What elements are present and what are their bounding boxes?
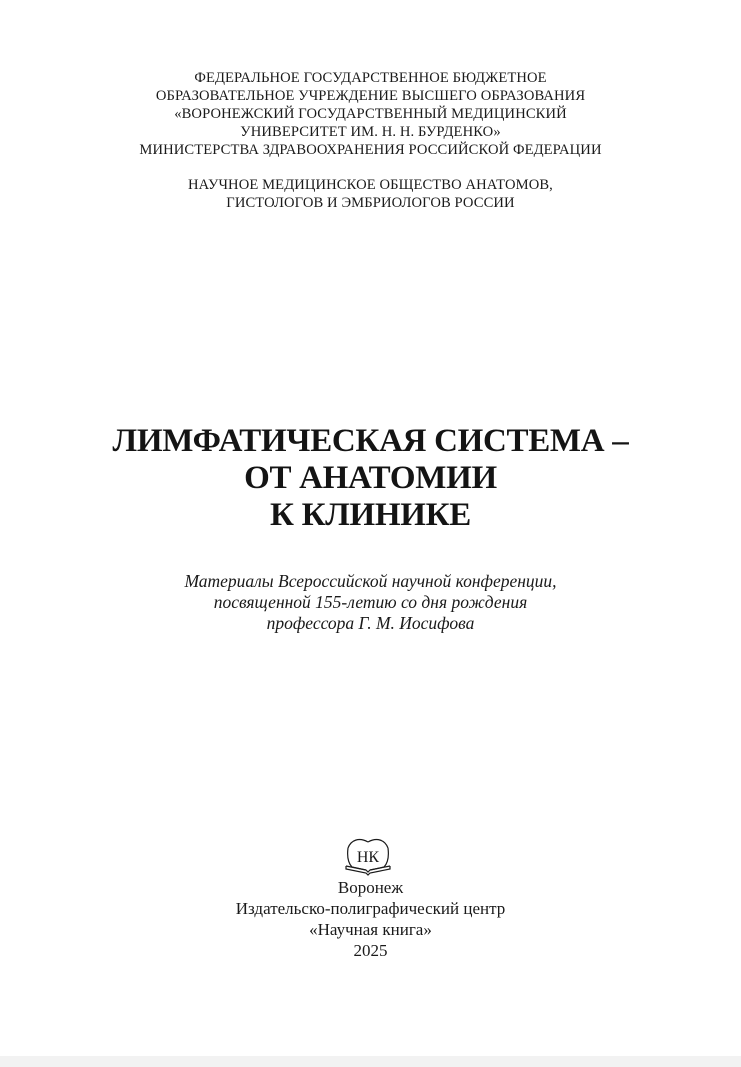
book-title <box>0 423 741 534</box>
publisher-name: Издательско-полиграфический центр <box>235 899 506 918</box>
subtitle-line: Материалы Всероссийской научной конференции, <box>184 571 557 591</box>
subtitle-line: посвященной 155-летию со дня рождения <box>213 592 528 612</box>
publisher-logo <box>344 836 392 876</box>
society-line: ГИСТОЛОГОВ И ЭМБРИОЛОГОВ РОССИИ <box>226 195 515 211</box>
organization-line: ОБРАЗОВАТЕЛЬНОЕ УЧРЕЖДЕНИЕ ВЫСШЕГО ОБРАЗОВАНИЯ <box>155 88 586 104</box>
title-line: К КЛИНИКЕ <box>270 497 471 533</box>
organization-line: «ВОРОНЕЖСКИЙ ГОСУДАРСТВЕННЫЙ МЕДИЦИНСКИЙ <box>174 106 567 122</box>
publisher-city: Воронеж <box>337 878 404 897</box>
organization-line: УНИВЕРСИТЕТ ИМ. Н. Н. БУРДЕНКО» <box>240 124 501 140</box>
publisher-block <box>0 877 741 961</box>
page-bottom-edge <box>0 1056 741 1067</box>
subtitle-line: профессора Г. М. Иосифова <box>266 613 475 633</box>
title-line: ЛИМФАТИЧЕСКАЯ СИСТЕМА – <box>112 423 629 459</box>
organization-block <box>0 69 741 159</box>
organization-line: МИНИСТЕРСТВА ЗДРАВООХРАНЕНИЯ РОССИЙСКОЙ ФЕДЕРАЦИИ <box>139 142 602 158</box>
organization-line: ФЕДЕРАЛЬНОЕ ГОСУДАРСТВЕННОЕ БЮДЖЕТНОЕ <box>194 70 547 86</box>
publication-year: 2025 <box>353 941 388 960</box>
title-line: ОТ АНАТОМИИ <box>244 460 497 496</box>
publisher-name: «Научная книга» <box>309 920 432 939</box>
publisher-logo-text: НК <box>356 849 380 866</box>
society-block <box>0 176 741 212</box>
book-subtitle <box>0 571 741 634</box>
society-line: НАУЧНОЕ МЕДИЦИНСКОЕ ОБЩЕСТВО АНАТОМОВ, <box>188 177 553 193</box>
